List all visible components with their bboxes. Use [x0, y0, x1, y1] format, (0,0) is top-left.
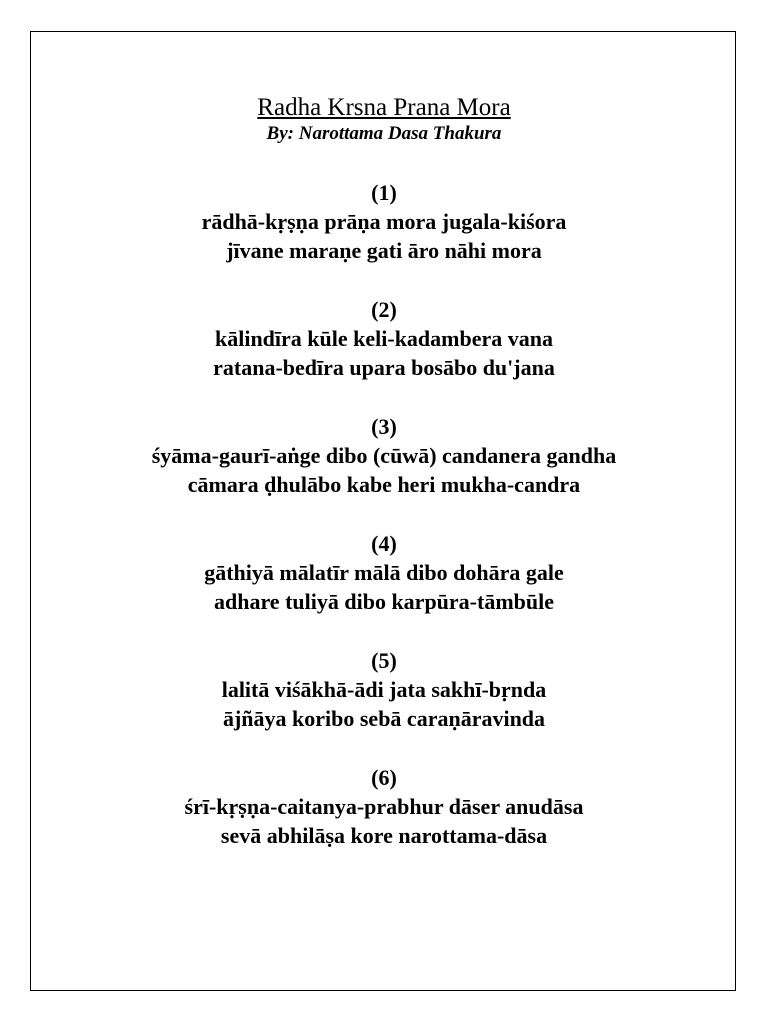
verse-6	[0, 763, 768, 850]
verse-number: (1)	[371, 180, 397, 205]
verse-line: ratana-bedīra upara bosābo du'jana	[213, 355, 555, 380]
verse-3	[0, 412, 768, 499]
verse-number: (4)	[371, 531, 397, 556]
verse-number: (2)	[371, 297, 397, 322]
verse-line: ājñāya koribo sebā caraṇāravinda	[222, 706, 546, 731]
verse-line: jīvane maraṇe gati āro nāhi mora	[226, 238, 542, 263]
verse-number: (5)	[371, 648, 397, 673]
verse-line: kālindīra kūle keli-kadambera vana	[214, 326, 553, 351]
verse-5	[0, 646, 768, 733]
verse-4	[0, 529, 768, 616]
verse-line: gāthiyā mālatīr mālā dibo dohāra gale	[204, 560, 564, 585]
verse-line: rādhā-kṛṣṇa prāṇa mora jugala-kiśora	[201, 209, 567, 234]
verse-line: cāmara ḍhulābo kabe heri mukha-candra	[187, 472, 581, 497]
song-document	[0, 93, 768, 880]
verse-2	[0, 295, 768, 382]
verse-line: adhare tuliyā dibo karpūra-tāmbūle	[213, 589, 555, 614]
page-title: Radha Krsna Prana Mora	[257, 94, 511, 121]
author-line: By: Narottama Dasa Thakura	[266, 123, 502, 144]
verse-line: śrī-kṛṣṇa-caitanya-prabhur dāser anudāsa	[184, 794, 584, 819]
verse-line: lalitā viśākhā-ādi jata sakhī-bṛnda	[221, 677, 547, 702]
verse-number: (3)	[371, 414, 397, 439]
verse-list	[0, 178, 768, 850]
verse-line: śyāma-gaurī-aṅge dibo (cūwā) candanera gandha	[151, 443, 617, 468]
verse-1	[0, 178, 768, 265]
verse-number: (6)	[371, 765, 397, 790]
verse-line: sevā abhilāṣa kore narottama-dāsa	[220, 823, 548, 848]
